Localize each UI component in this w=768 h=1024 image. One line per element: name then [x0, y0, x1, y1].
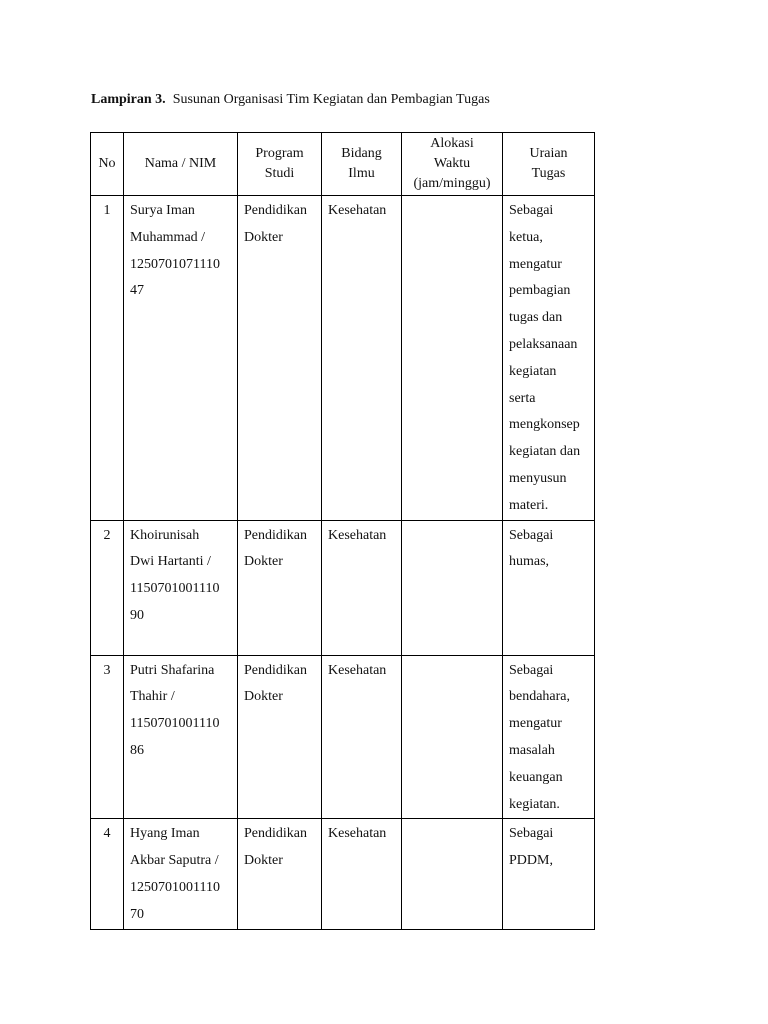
uraian-tugas-line: Sebagai [509, 527, 554, 543]
header-bidang-ilmu-line: Bidang [341, 146, 382, 161]
header-uraian-tugas-line: Uraian [529, 146, 568, 161]
row-number: 3 [103, 662, 111, 678]
nama-nim-line: 70 [130, 906, 144, 922]
header-program-studi-line: Program [255, 146, 304, 161]
table-row [91, 520, 595, 655]
program-studi-line: Dokter [244, 229, 283, 245]
header-no-line: No [98, 156, 116, 171]
cell-no [91, 196, 124, 521]
uraian-tugas-line: keuangan [509, 769, 563, 785]
caption-text: Susunan Organisasi Tim Kegiatan dan Pembagian Tugas [172, 92, 490, 107]
uraian-tugas-line: kegiatan [509, 363, 557, 379]
table-row [91, 819, 595, 929]
cell-uraian-tugas [503, 819, 595, 929]
organization-table [90, 132, 595, 930]
uraian-tugas-line: mengatur [509, 716, 562, 732]
uraian-tugas-line: materi. [509, 497, 549, 513]
uraian-tugas-line: Sebagai [509, 826, 554, 842]
uraian-tugas-line: Sebagai [509, 662, 554, 678]
nama-nim-line: Dwi Hartanti / [130, 554, 211, 570]
header-alokasi-waktu-line: Alokasi [430, 136, 474, 151]
cell-no [91, 520, 124, 655]
uraian-tugas-line: serta [509, 390, 536, 406]
uraian-tugas-line: masalah [509, 742, 555, 758]
cell-program-studi [238, 520, 322, 655]
cell-alokasi-waktu [402, 819, 503, 929]
uraian-tugas-line: humas, [509, 554, 550, 570]
cell-bidang-ilmu [322, 520, 402, 655]
uraian-tugas-line: Sebagai [509, 203, 554, 218]
bidang-ilmu-line: Kesehatan [328, 527, 387, 543]
cell-bidang-ilmu [322, 819, 402, 929]
header-bidang-ilmu [322, 133, 402, 196]
program-studi-line: Dokter [244, 689, 283, 705]
cell-nama-nim [124, 520, 238, 655]
table-row [91, 655, 595, 819]
uraian-tugas-line: PDDM, [509, 853, 553, 869]
cell-uraian-tugas [503, 196, 595, 521]
program-studi-line: Dokter [244, 554, 283, 570]
uraian-tugas-line: pelaksanaan [509, 336, 578, 352]
nama-nim-line: Akbar Saputra / [130, 853, 219, 869]
header-alokasi-waktu-line: Waktu [433, 156, 471, 171]
uraian-tugas-line: mengatur [509, 256, 562, 272]
nama-nim-line: Khoirunisah [130, 527, 200, 543]
cell-no [91, 655, 124, 819]
header-alokasi-waktu [402, 133, 503, 196]
uraian-tugas-line: kegiatan. [509, 796, 560, 812]
header-nama-nim [124, 133, 238, 196]
nama-nim-line: Muhammad / [130, 229, 206, 245]
nama-nim-line: 1250701071110 [130, 256, 220, 272]
row-number: 1 [103, 203, 111, 218]
cell-program-studi [238, 819, 322, 929]
cell-bidang-ilmu [322, 655, 402, 819]
nama-nim-line: 1250701001110 [130, 879, 220, 895]
table-caption [91, 92, 490, 108]
row-number: 2 [103, 527, 111, 543]
uraian-tugas-line: tugas dan [509, 310, 563, 326]
nama-nim-line: 86 [130, 742, 144, 758]
row-number: 4 [103, 826, 111, 842]
header-bidang-ilmu-line: Ilmu [348, 166, 375, 181]
cell-no [91, 819, 124, 929]
nama-nim-line: 90 [130, 607, 144, 623]
nama-nim-line: Surya Iman [130, 203, 195, 218]
nama-nim-line: 1150701001110 [130, 716, 220, 732]
uraian-tugas-line: mengkonsep [509, 417, 580, 433]
nama-nim-line: Thahir / [130, 689, 175, 705]
nama-nim-line: 1150701001110 [130, 581, 220, 597]
nama-nim-line: Putri Shafarina [130, 662, 215, 678]
table-row [91, 196, 595, 521]
header-program-studi-line: Studi [264, 166, 295, 181]
nama-nim-line: 47 [130, 283, 144, 299]
bidang-ilmu-line: Kesehatan [328, 826, 387, 842]
cell-uraian-tugas [503, 520, 595, 655]
program-studi-line: Pendidikan [244, 662, 307, 678]
header-row [91, 133, 595, 196]
cell-nama-nim [124, 819, 238, 929]
uraian-tugas-line: ketua, [509, 229, 543, 245]
uraian-tugas-line: bendahara, [509, 689, 571, 705]
bidang-ilmu-line: Kesehatan [328, 203, 387, 218]
bidang-ilmu-line: Kesehatan [328, 662, 387, 678]
header-nama-nim-line: Nama / NIM [144, 156, 217, 171]
header-uraian-tugas-line: Tugas [531, 166, 566, 181]
nama-nim-line: Hyang Iman [130, 826, 200, 842]
cell-program-studi [238, 655, 322, 819]
cell-nama-nim [124, 196, 238, 521]
cell-uraian-tugas [503, 655, 595, 819]
cell-alokasi-waktu [402, 196, 503, 521]
program-studi-line: Pendidikan [244, 826, 307, 842]
cell-bidang-ilmu [322, 196, 402, 521]
header-no [91, 133, 124, 196]
header-uraian-tugas [503, 133, 595, 196]
header-program-studi [238, 133, 322, 196]
uraian-tugas-line: kegiatan dan [509, 444, 581, 460]
cell-alokasi-waktu [402, 520, 503, 655]
cell-nama-nim [124, 655, 238, 819]
program-studi-line: Pendidikan [244, 527, 307, 543]
cell-alokasi-waktu [402, 655, 503, 819]
header-alokasi-waktu-line: (jam/minggu) [413, 176, 491, 191]
program-studi-line: Dokter [244, 853, 283, 869]
uraian-tugas-line: menyusun [509, 470, 567, 486]
uraian-tugas-line: pembagian [509, 283, 571, 299]
cell-program-studi [238, 196, 322, 521]
caption-label: Lampiran 3. [91, 92, 166, 107]
program-studi-line: Pendidikan [244, 203, 307, 218]
